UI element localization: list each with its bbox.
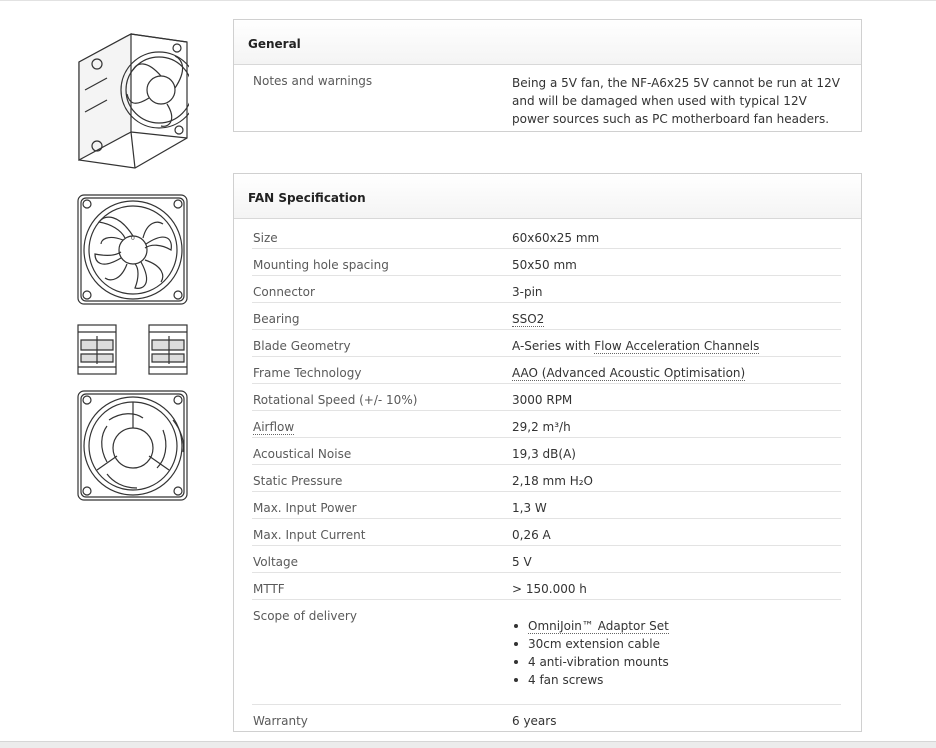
spec-label: Size <box>253 231 278 245</box>
spec-label: Voltage <box>253 555 299 569</box>
spec-row-rotational-speed <box>252 384 841 411</box>
fan-isometric-drawing-icon <box>77 20 189 175</box>
omnijoin-link[interactable]: OmniJoin™ Adaptor Set <box>528 619 669 633</box>
fan-front-drawing-icon <box>77 194 189 306</box>
spec-label: Static Pressure <box>253 474 343 488</box>
spec-value: 1,3 W <box>512 501 547 515</box>
spec-label: Rotational Speed (+/- 10%) <box>253 393 418 407</box>
spec-value: 5 V <box>512 555 532 569</box>
fan-back-drawing-icon <box>77 390 189 502</box>
spec-row-connector <box>252 276 841 303</box>
spec-value: 19,3 dB(A) <box>512 447 576 461</box>
spec-label: Connector <box>253 285 315 299</box>
spec-label: Max. Input Power <box>253 501 357 515</box>
spec-label: Bearing <box>253 312 300 326</box>
spec-value: 50x50 mm <box>512 258 577 272</box>
spec-row-size <box>252 222 841 249</box>
spec-row-airflow <box>252 411 841 438</box>
list-item: 4 anti-vibration mounts <box>512 653 669 671</box>
top-divider <box>0 0 936 1</box>
bearing-link[interactable]: SSO2 <box>512 312 545 326</box>
notes-value: Being a 5V fan, the NF-A6x25 5V cannot be run at 12V and will be damaged when used with typical 12V power sources such as PC motherboard fan headers. <box>512 76 840 126</box>
spec-value: > 150.000 h <box>512 582 587 596</box>
spec-row-mttf <box>252 573 841 600</box>
fan-side-drawing-icon <box>77 324 189 376</box>
list-item <box>512 617 669 635</box>
aao-link[interactable]: AAO (Advanced Acoustic Optimisation) <box>512 366 746 380</box>
spec-row-warranty <box>252 705 841 731</box>
spec-row-frame-technology <box>252 357 841 384</box>
list-item: 30cm extension cable <box>512 635 669 653</box>
spec-label: Max. Input Current <box>253 528 366 542</box>
spec-row-bearing <box>252 303 841 330</box>
spec-row-max-input-current <box>252 519 841 546</box>
spec-label: Mounting hole spacing <box>253 258 389 272</box>
spec-label: MTTF <box>253 582 285 596</box>
delivery-list <box>512 617 669 689</box>
spec-value: 3000 RPM <box>512 393 573 407</box>
spec-label: Frame Technology <box>253 366 362 380</box>
spec-label: Blade Geometry <box>253 339 351 353</box>
flow-acceleration-channels-link[interactable]: Flow Acceleration Channels <box>594 339 760 353</box>
spec-row-voltage <box>252 546 841 573</box>
notes-row <box>252 65 841 132</box>
notes-label: Notes and warnings <box>253 74 373 88</box>
general-panel <box>233 19 862 132</box>
list-item: 4 fan screws <box>512 671 669 689</box>
blade-geometry-prefix: A-Series with <box>512 339 595 353</box>
spec-row-acoustical-noise <box>252 438 841 465</box>
spec-value: 60x60x25 mm <box>512 231 600 245</box>
spec-row-max-input-power <box>252 492 841 519</box>
spec-value: 0,26 A <box>512 528 551 542</box>
spec-label: Warranty <box>253 714 308 728</box>
airflow-link[interactable]: Airflow <box>253 420 295 434</box>
spec-value: 2,18 mm H₂O <box>512 474 594 488</box>
spec-label: Scope of delivery <box>253 609 357 623</box>
spec-value: 3-pin <box>512 285 543 299</box>
general-panel-title: General <box>234 20 861 65</box>
fan-specification-title: FAN Specification <box>234 174 861 219</box>
spec-value <box>512 339 759 353</box>
spec-value: 29,2 m³/h <box>512 420 571 434</box>
spec-value: 6 years <box>512 714 557 728</box>
spec-row-blade-geometry <box>252 330 841 357</box>
spec-row-mounting-hole-spacing <box>252 249 841 276</box>
fan-specification-panel <box>233 173 862 732</box>
spec-row-static-pressure <box>252 465 841 492</box>
delivery-list-wrapper <box>512 617 669 689</box>
spec-row-scope-of-delivery <box>252 600 841 705</box>
spec-label: Acoustical Noise <box>253 447 352 461</box>
svg-text:0: 0 <box>131 235 135 242</box>
